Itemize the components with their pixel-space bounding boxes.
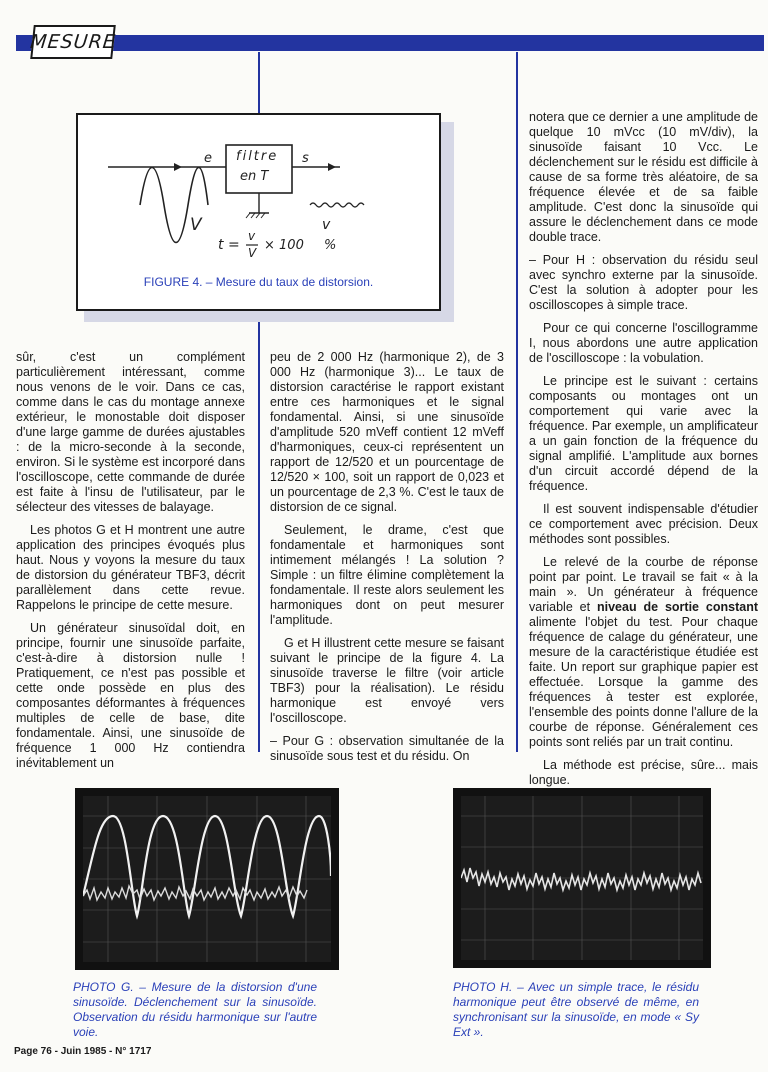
formula-denominator: V (248, 246, 257, 260)
paragraph: Le principe est le suivant : certains composants ou montages ont un comportement qui varie avec la fréquence. Par exemple, un amplificateur a un gain fonction de la fréquence du signal amplifié. L'amplitude aux bornes d'un circuit accordé dépend de la fréquence. (529, 374, 758, 493)
column-left (16, 350, 245, 779)
label-e: e (204, 151, 212, 166)
column-right (529, 110, 758, 796)
paragraph: Les photos G et H montrent une autre application des principes évoqués plus haut. Nous y voyons la mesure du taux de distorsion du générateur TBF3, décrit parallèlement dans cette revue. Rappelons le principe de cette mesure. (16, 523, 245, 612)
paragraph: – Pour H : observation du résidu seul avec synchro externe par la sinusoïde. C'est la solution à adopter pour les oscilloscopes à simple trace. (529, 253, 758, 312)
photo-g (75, 788, 339, 970)
label-s: s (302, 151, 309, 166)
paragraph: Pour ce qui concerne l'oscillogramme I, nous abordons une autre application de l'oscilloscope : la vobulation. (529, 321, 758, 365)
paragraph: sûr, c'est un complément particulièrement intéressant, comme nous venons de le voir. Dans ce cas, comme dans le cas du montage annexe extérieur, le monostable doit disposer d'une large gamme de durées ajustables : de la micro-seconde à la seconde, environ. Si le système est incorporé dans l'oscilloscope, cette commande de durée est faite à l'insu de l'utilisateur, par le sélecteur des vitesses de balayage. (16, 350, 245, 514)
photo-h-caption: PHOTO H. – Avec un simple trace, le résidu harmonique peut être observé de même, en synchronisant sur la sinusoïde, en mode « Sy Ext ». (453, 980, 699, 1039)
paragraph: – Pour G : observation simultanée de la sinusoïde sous test et du résidu. On (270, 734, 504, 763)
formula-numerator: v (248, 229, 256, 243)
photo-h (453, 788, 711, 968)
paragraph: notera que ce dernier a une amplitude de quelque 10 mVcc (10 mV/div), la sinusoïde faisant 10 Vcc. Le déclenchement sur le résidu est difficile à cause de sa forme très aléatoire, de sa fréquence élevée et de sa faible amplitude. C'est donc la sinusoïde qui assure le déclenchement dans ce mode double trace. (529, 110, 758, 244)
oscilloscope-screen-g (83, 796, 331, 962)
label-v-small: v (322, 217, 331, 233)
paragraph: G et H illustrent cette mesure se faisant suivant le principe de la figure 4. La sinusoïde traverse le filtre (voir article TBF3) pour la réalisation). Le résidu harmonique est envoyé vers l'oscilloscope. (270, 636, 504, 725)
section-logo: MESURE (30, 25, 116, 59)
column-middle (270, 350, 504, 772)
paragraph: Seulement, le drame, c'est que fondamentale et harmoniques sont intimement mélangés ! La solution ? Simple : un filtre élimine complètement la fondamentale. Il reste alors seulement les harmoniques dont on peut mesurer l'amplitude. (270, 523, 504, 627)
label-V-big: V (190, 215, 202, 235)
paragraph: Il est souvent indispensable d'étudier ce comportement avec précision. Deux méthodes sont possibles. (529, 502, 758, 546)
photo-g-caption: PHOTO G. – Mesure de la distorsion d'une sinusoïde. Déclenchement sur la sinusoïde. Observation du résidu harmonique sur l'autre voie. (73, 980, 317, 1039)
paragraph: peu de 2 000 Hz (harmonique 2), de 3 000 Hz (harmonique 3)... Le taux de distorsion caractérise le rapport existant entre ces harmoniques et le signal fondamental. Ainsi, si une sinusoïde d'amplitude 520 mVeff contient 12 mVeff d'harmoniques, ceux-ci représentent un rapport de 12/520 et un pourcentage de 12/520 × 100, soit un rapport de 0,023 et un pourcentage de 2,3 %. C'est le taux de distorsion de ce signal. (270, 350, 504, 514)
filter-label-line2: en T (240, 169, 269, 184)
figure-4-caption: FIGURE 4. – Mesure du taux de distorsion. (143, 275, 374, 289)
column-rule-right (516, 52, 518, 752)
column-rule-left-lower (258, 312, 260, 752)
figure-4 (76, 113, 441, 311)
oscillogram-h (461, 796, 703, 960)
paragraph: Un générateur sinusoïdal doit, en principe, fournir une sinusoïde parfaite, c'est-à-dire à distorsion nulle ! Pratiquement, ce n'est pas possible et cette onde possède en plus des composantes déformantes à fréquences multiples de celle de base, dite fondamentale. Ainsi, une sinusoïde de fréquence 1 000 Hz contiendra inévitablement un (16, 621, 245, 770)
paragraph: La méthode est précise, sûre... mais longue. (529, 758, 758, 787)
column-rule-left (258, 52, 260, 114)
filter-label-line1: filtre (236, 149, 279, 164)
bold-emphasis: niveau de sortie constant (597, 600, 758, 614)
page-footer: Page 76 - Juin 1985 - N° 1717 (14, 1046, 152, 1057)
formula-percent: % (324, 238, 337, 253)
formula-lhs: t = (218, 237, 240, 253)
oscillogram-g (83, 796, 331, 962)
formula-rhs: × 100 (264, 238, 304, 253)
paragraph: Le relevé de la courbe de réponse point par point. Le travail se fait « à la main ». Un générateur à fréquence variable et niveau de sortie constant alimente l'objet du test. Pour chaque fréquence de calage du générateur, une mesure de la caractéristique étudiée est faite. Un report sur graphique papier est effectuée. Lorsque la gamme des fréquences à tester est explorée, l'ensemble des points donne l'allure de la courbe de réponse. Généralement ces points sont reliés par un trait continu. (529, 555, 758, 749)
oscilloscope-screen-h (461, 796, 703, 960)
header-band (112, 35, 764, 51)
